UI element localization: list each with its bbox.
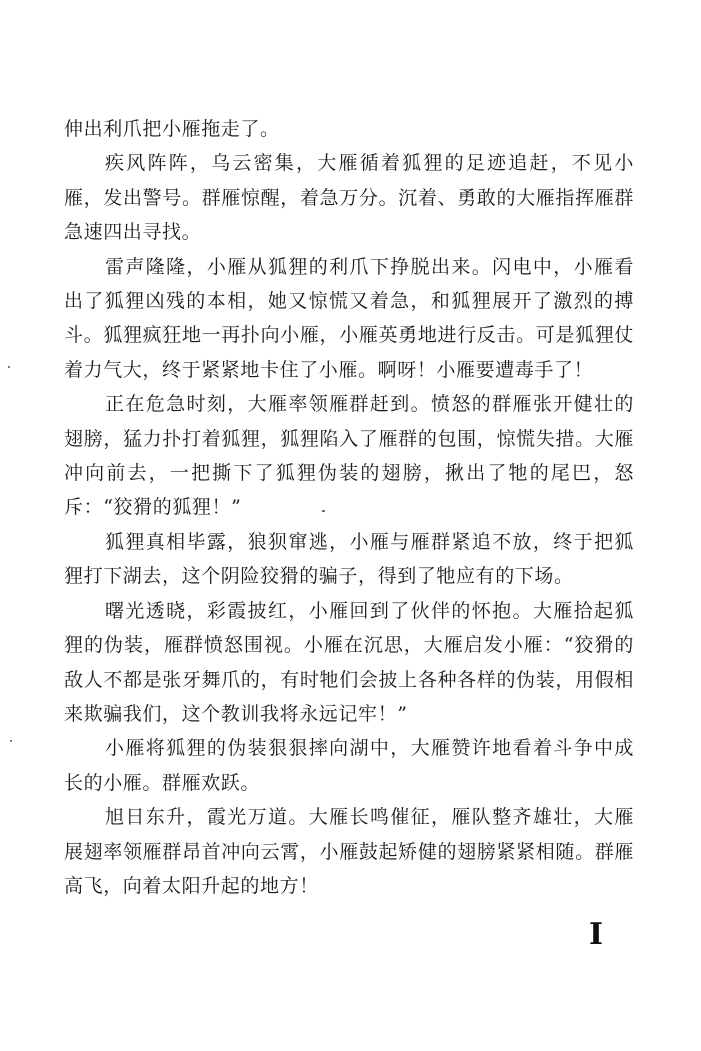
page-number: I <box>589 917 604 952</box>
scan-speck <box>322 510 325 512</box>
scan-speck <box>10 740 12 742</box>
story-text <box>64 112 634 903</box>
scan-speck <box>8 366 10 368</box>
paragraph-5: 狐狸真相毕露，狼狈窜逃，小雁与雁群紧追不放，终于把狐狸打下湖去，这个阴险狡猾的骗子，得到了牠应有的下场。 <box>64 530 634 588</box>
paragraph-6: 曙光透晓，彩霞披红，小雁回到了伙伴的怀抱。大雁拾起狐狸的伪装，雁群愤怒围视。小雁在沉思，大雁启发小雁：“狡猾的敌人不都是张牙舞爪的，有时牠们会披上各种各样的伪装，用假相来欺骗我们，这个教训我将永远记牢！” <box>64 599 634 725</box>
paragraph-7: 小雁将狐狸的伪装狠狠摔向湖中，大雁赞许地看着斗争中成长的小雁。群雁欢跃。 <box>64 737 634 794</box>
paragraph-8: 旭日东升，霞光万道。大雁长鸣催征，雁队整齐雄壮，大雁展翅率领雁群昂首冲向云霄，小雁鼓起矫健的翅膀紧紧相随。群雁高飞，向着太阳升起的地方！ <box>64 806 634 897</box>
paragraph-1-continuation: 伸出利爪把小雁拖走了。 <box>64 118 280 140</box>
paragraph-4: 正在危急时刻，大雁率领雁群赶到。愤怒的群雁张开健壮的翅膀，猛力扑打着狐狸，狐狸陷入了雁群的包围，惊慌失措。大雁冲向前去，一把撕下了狐狸伪装的翅膀，揪出了牠的尾巴，怒斥：“狡猾的狐狸！” <box>64 393 634 519</box>
paragraph-3: 雷声隆隆，小雁从狐狸的利爪下挣脱出来。闪电中，小雁看出了狐狸凶残的本相，她又惊慌又着急，和狐狸展开了激烈的搏斗。狐狸疯狂地一再扑向小雁，小雁英勇地进行反击。可是狐狸仗着力气大，终于紧紧地卡住了小雁。啊呀！小雁要遭毒手了！ <box>64 255 634 381</box>
paragraph-2: 疾风阵阵，乌云密集，大雁循着狐狸的足迹追赶，不见小雁，发出警号。群雁惊醒，着急万分。沉着、勇敢的大雁指挥雁群急速四出寻找。 <box>64 152 634 244</box>
